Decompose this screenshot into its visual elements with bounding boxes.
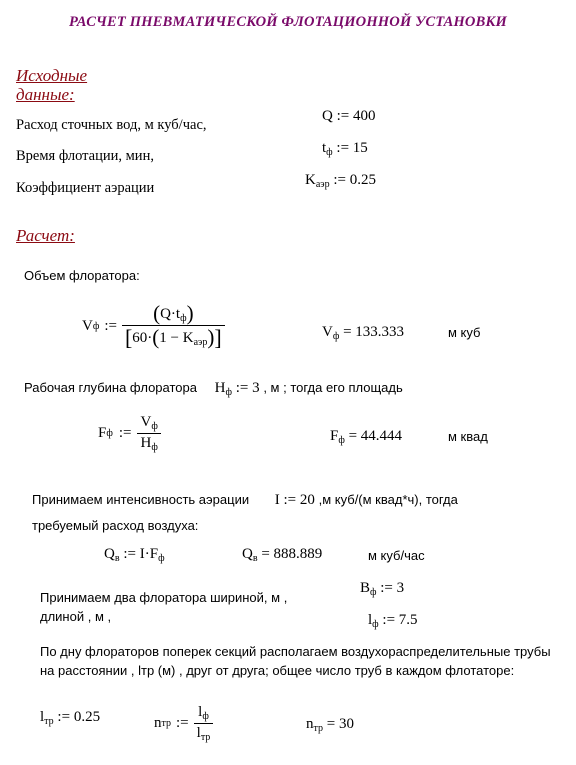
area-denominator (137, 433, 160, 453)
air-sub: в (252, 553, 258, 564)
k-symbol: K (182, 330, 194, 346)
l-symbol: l (196, 725, 201, 741)
paren-close: ) (207, 325, 215, 349)
time-label: Время флотации, мин, (16, 148, 154, 164)
flow-var: Q (322, 108, 333, 124)
spacing-value: 0.25 (73, 709, 101, 725)
time-equation (322, 140, 368, 158)
intensity-after-text: ,м куб/(м квад*ч), тогда (318, 492, 458, 507)
intensity-equation (275, 492, 319, 508)
count-denominator (194, 723, 214, 743)
area-value: 44.444 (360, 428, 403, 444)
aeration-value: 0.25 (349, 172, 376, 188)
air-var: Q (242, 546, 253, 562)
times-op: · (144, 546, 150, 562)
depth-value: 3 (252, 380, 260, 396)
count-var: n (154, 715, 162, 731)
equals-op: = (348, 428, 358, 444)
minus-op: − (170, 330, 180, 346)
flow-equation (322, 108, 375, 125)
aeration-equation (305, 172, 376, 190)
one: 1 (159, 330, 167, 346)
spacing-sub: тр (44, 716, 54, 727)
flow-value: 400 (352, 108, 376, 124)
air-unit: м куб/час (368, 548, 425, 563)
area-sub: ф (338, 435, 345, 446)
length-var: l (368, 612, 373, 628)
time-value: 15 (352, 140, 368, 156)
t-sub: ф (180, 313, 187, 324)
q-symbol: Q (160, 306, 171, 322)
section-heading-line2: данные: (16, 85, 75, 104)
air-sub: в (114, 553, 120, 564)
assign-op: := (176, 715, 189, 731)
air-result (242, 546, 322, 564)
area-numerator (137, 414, 160, 433)
area-result (330, 428, 402, 446)
intensity-var: I (274, 492, 280, 508)
width-sub: ф (370, 587, 377, 598)
spacing-var: l (40, 709, 45, 725)
intensity-label: Принимаем интенсивность аэрации (32, 492, 250, 507)
assign-op: := (336, 108, 350, 124)
count-numerator (195, 704, 212, 723)
count-sub: тр (313, 723, 323, 734)
assign-op: := (382, 612, 396, 628)
width-value: 3 (396, 580, 405, 596)
time-sub: ф (326, 147, 333, 158)
v-symbol: V (140, 414, 152, 430)
area-var: F (98, 425, 107, 441)
i-symbol: I (139, 546, 145, 562)
area-fraction (137, 414, 160, 453)
h-symbol: H (140, 435, 152, 451)
section-heading-calc: Расчет: (16, 226, 75, 245)
air-label: требуемый расход воздуха: (32, 518, 199, 533)
volume-sub: ф (92, 320, 100, 332)
count-fraction (194, 704, 214, 743)
volume-fraction (122, 301, 225, 350)
assign-op: := (104, 317, 117, 334)
width-var: B (360, 580, 371, 596)
volume-var: V (82, 317, 93, 334)
area-formula (98, 414, 161, 453)
count-sub: тр (161, 718, 171, 729)
air-var: Q (104, 546, 115, 562)
k-sub: аэр (193, 337, 208, 348)
count-value: 30 (338, 716, 354, 732)
times-op: · (147, 330, 153, 346)
page-title: РАСЧЕТ ПНЕВМАТИЧЕСКОЙ ФЛОТАЦИОННОЙ УСТАНОВКИ (69, 14, 507, 30)
width-equation (360, 580, 404, 598)
depth-label: Рабочая глубина флоратора (24, 380, 197, 395)
aeration-var: K (305, 172, 316, 188)
assign-op: := (333, 172, 346, 188)
depth-equation (215, 380, 264, 396)
count-formula (154, 704, 213, 743)
volume-result (322, 324, 404, 342)
depth-sub: ф (225, 387, 232, 398)
f-symbol: F (149, 546, 159, 562)
depth-var: H (214, 380, 226, 396)
assign-op: := (336, 140, 350, 156)
bracket-close: ] (214, 325, 222, 350)
section-heading-line1: Исходные (16, 66, 88, 85)
depth-after-text: , м ; тогда его площадь (263, 380, 403, 395)
ltr-sub: тр (200, 732, 211, 743)
two-floaters-label (40, 588, 287, 626)
v-sub: ф (151, 421, 158, 432)
volume-denominator (122, 325, 225, 348)
depth-line (24, 380, 403, 398)
area-unit: м квад (448, 429, 488, 444)
flow-label: Расход сточных вод, м куб/час, (16, 117, 207, 133)
f-sub: ф (158, 553, 165, 564)
volume-value: 133.333 (355, 324, 405, 340)
length-sub: ф (372, 619, 379, 630)
two-floaters-line2: длиной , м , (40, 609, 112, 624)
l-sub: ф (202, 711, 209, 722)
length-value: 7.5 (398, 612, 418, 628)
volume-sub: ф (332, 331, 340, 342)
aeration-sub: аэр (315, 179, 330, 190)
paren-close: ) (186, 301, 194, 325)
assign-op: := (235, 380, 249, 396)
intensity-value: 20 (299, 492, 315, 508)
air-formula (104, 546, 165, 564)
times-op: · (170, 306, 176, 322)
air-value: 888.889 (273, 546, 323, 562)
sixty: 60 (132, 330, 148, 346)
volume-var: V (322, 324, 333, 340)
assign-op: := (118, 425, 132, 441)
count-var: n (306, 716, 314, 732)
assign-op: := (57, 709, 71, 725)
volume-numerator (150, 301, 197, 325)
pipes-paragraph: По дну флораторов поперек секций располагаем воздухораспределительные трубы на расстоянии , lтр (м) , друг от друга; общее число труб в каждом флотаторе: (40, 644, 551, 678)
equals-op: = (261, 546, 270, 562)
volume-label: Объем флоратора: (24, 268, 140, 283)
length-equation (368, 612, 418, 630)
h-sub: ф (151, 442, 158, 453)
two-floaters-line1: Принимаем два флоратора шириной, м , (40, 590, 288, 605)
time-var: t (322, 140, 327, 156)
bracket-open: [ (124, 325, 133, 350)
l-symbol: l (198, 704, 203, 720)
section-heading-inputs (16, 66, 87, 104)
count-result (306, 716, 354, 734)
intensity-line (32, 492, 458, 509)
paren-open: ( (153, 301, 161, 325)
equals-op: = (343, 324, 352, 340)
assign-op: := (283, 492, 297, 508)
aeration-label: Коэффициент аэрации (16, 180, 155, 196)
t-symbol: t (175, 306, 181, 322)
area-sub: ф (106, 428, 113, 439)
assign-op: := (123, 546, 136, 562)
paren-open: ( (152, 325, 160, 349)
assign-op: := (380, 580, 393, 596)
area-var: F (330, 428, 339, 444)
equals-op: = (326, 716, 336, 732)
volume-unit: м куб (448, 325, 481, 340)
volume-formula (82, 301, 225, 350)
spacing-equation (40, 709, 100, 727)
